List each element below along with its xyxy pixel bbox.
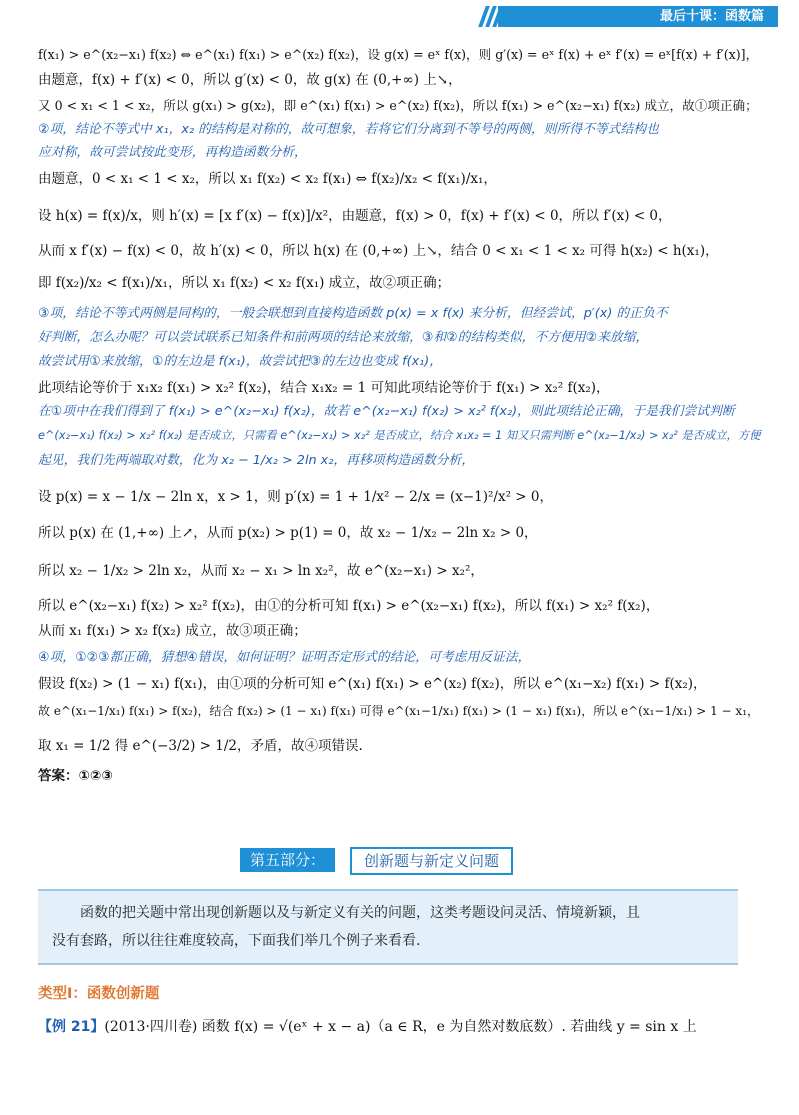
solution-line: ④项，①②③都正确，猜想④错误，如何证明？证明否定形式的结论，可考虑用反证法，	[38, 650, 531, 665]
solution-line: ②项，结论不等式中 x₁，x₂ 的结构是对称的，故可想象，若将它们分离到不等号的两侧，则所得不等式结构也	[38, 122, 659, 137]
solution-line: 设 h(x) = f(x)/x，则 h′(x) = [x f′(x) − f(x)]/x²，由题意，f(x) > 0，f(x) + f′(x) < 0，所以 f′(x) < 0，	[38, 208, 672, 224]
solution-line: 好判断，怎么办呢？可以尝试联系已知条件和前两项的结论来放缩，③和②的结构类似，不方便用②来放缩，	[38, 330, 649, 345]
solution-line: 故尝试用①来放缩，①的左边是 f(x₁)，故尝试把③的左边也变成 f(x₁)，	[38, 354, 443, 369]
solution-line: 此项结论等价于 x₁x₂ f(x₁) > x₂² f(x₂)，结合 x₁x₂ = 1 可知此项结论等价于 f(x₁) > x₂² f(x₂)，	[38, 380, 610, 396]
example-text: (2013·四川卷) 函数 f(x) = √(eˣ + x − a)（a ∈ R，e 为自然对数底数）. 若曲线 y = sin x 上	[104, 1019, 697, 1035]
intro-box	[38, 889, 738, 965]
section-banner	[240, 845, 540, 875]
solution-line: 应对称，故可尝试按此变形，再构造函数分析，	[38, 145, 307, 160]
solution-line: 从而 x f′(x) − f(x) < 0，故 h′(x) < 0，所以 h(x) 在 (0,+∞) 上↘，结合 0 < x₁ < 1 < x₂ 可得 h(x₂) < h(x₁)，	[38, 243, 719, 259]
solution-line: 所以 e^(x₂−x₁) f(x₂) > x₂² f(x₂)，由①的分析可知 f(x₁) > e^(x₂−x₁) f(x₂)，所以 f(x₁) > x₂² f(x₂)，	[38, 598, 660, 614]
section-title: 创新题与新定义问题	[350, 847, 513, 875]
header-title: 最后十课：函数篇	[498, 6, 778, 27]
solution-line: e^(x₂−x₁) f(x₂) > x₂² f(x₂) 是否成立，只需看 e^(x₂−x₁) > x₂² 是否成立，结合 x₁x₂ = 1 知又只需判断 e^(x₂−1/x₂) > x₂² 是否成立，方便	[38, 429, 761, 442]
solution-line: 在①项中在我们得到了 f(x₁) > e^(x₂−x₁) f(x₂)，故若 e^(x₂−x₁) f(x₂) > x₂² f(x₂)，则此项结论正确，于是我们尝试判断	[38, 404, 735, 419]
intro-line-2: 没有套路，所以往往难度较高，下面我们举几个例子来看看.	[52, 933, 421, 949]
solution-line: 假设 f(x₂) > (1 − x₁) f(x₁)，由①项的分析可知 e^(x₁) f(x₁) > e^(x₂) f(x₂)，所以 e^(x₁−x₂) f(x₁) > f(x₂)，	[38, 676, 707, 692]
solution-line: 从而 x₁ f(x₁) > x₂ f(x₂) 成立，故③项正确；	[38, 623, 307, 639]
section-part-label: 第五部分：	[240, 848, 335, 872]
intro-line-1: 函数的把关题中常出现创新题以及与新定义有关的问题，这类考题设问灵活、情境新颖，且	[80, 905, 640, 921]
solution-line: ③项，结论不等式两侧是同构的，一般会联想到直接构造函数 p(x) = x f(x) 来分析，但经尝试，p′(x) 的正负不	[38, 306, 668, 321]
solution-line: 答案：①②③	[38, 768, 113, 784]
solution-line: 起见，我们先两端取对数，化为 x₂ − 1/x₂ > 2ln x₂，再移项构造函数分析，	[38, 453, 475, 468]
solution-line: 故 e^(x₁−1/x₁) f(x₁) > f(x₂)，结合 f(x₂) > (1 − x₁) f(x₁) 可得 e^(x₁−1/x₁) f(x₁) > (1 − x₁) f(x₁)，所以 e^(x₁−1/x₁) > 1 − x₁，	[38, 704, 760, 718]
solution-line: 设 p(x) = x − 1/x − 2ln x，x > 1，则 p′(x) = 1 + 1/x² − 2/x = (x−1)²/x² > 0，	[38, 489, 553, 505]
solution-line: 由题意，f(x) + f′(x) < 0，所以 g′(x) < 0，故 g(x) 在 (0,+∞) 上↘，	[38, 72, 462, 88]
solution-line: 所以 p(x) 在 (1,+∞) 上↗，从而 p(x₂) > p(1) = 0，故 x₂ − 1/x₂ − 2ln x₂ > 0，	[38, 525, 538, 541]
solution-line: 即 f(x₂)/x₂ < f(x₁)/x₁，所以 x₁ f(x₂) < x₂ f(x₁) 成立，故②项正确；	[38, 275, 451, 291]
type-heading: 类型Ⅰ：函数创新题	[38, 986, 160, 1002]
example-line	[38, 1016, 697, 1036]
solution-line: 由题意，0 < x₁ < 1 < x₂，所以 x₁ f(x₂) < x₂ f(x₁) ⇔ f(x₂)/x₂ < f(x₁)/x₁，	[38, 171, 497, 187]
solution-line: 所以 x₂ − 1/x₂ > 2ln x₂，从而 x₂ − x₁ > ln x₂²，故 e^(x₂−x₁) > x₂²，	[38, 563, 484, 579]
solution-line: 又 0 < x₁ < 1 < x₂，所以 g(x₁) > g(x₂)，即 e^(x₁) f(x₁) > e^(x₂) f(x₂)，所以 f(x₁) > e^(x₂−x₁) f(x₂) 成立，故①项正确；	[38, 98, 758, 113]
solution-line: 取 x₁ = 1/2 得 e^(−3/2) > 1/2，矛盾，故④项错误.	[38, 738, 363, 754]
example-tag: 【例 21】	[38, 1019, 105, 1035]
page-header	[0, 0, 799, 34]
solution-line: f(x₁) > e^(x₂−x₁) f(x₂) ⇔ e^(x₁) f(x₁) > e^(x₂) f(x₂)，设 g(x) = eˣ f(x)，则 g′(x) = eˣ f(x) + eˣ f′(x) = eˣ[f(x) + f′(x)]，	[38, 47, 759, 62]
